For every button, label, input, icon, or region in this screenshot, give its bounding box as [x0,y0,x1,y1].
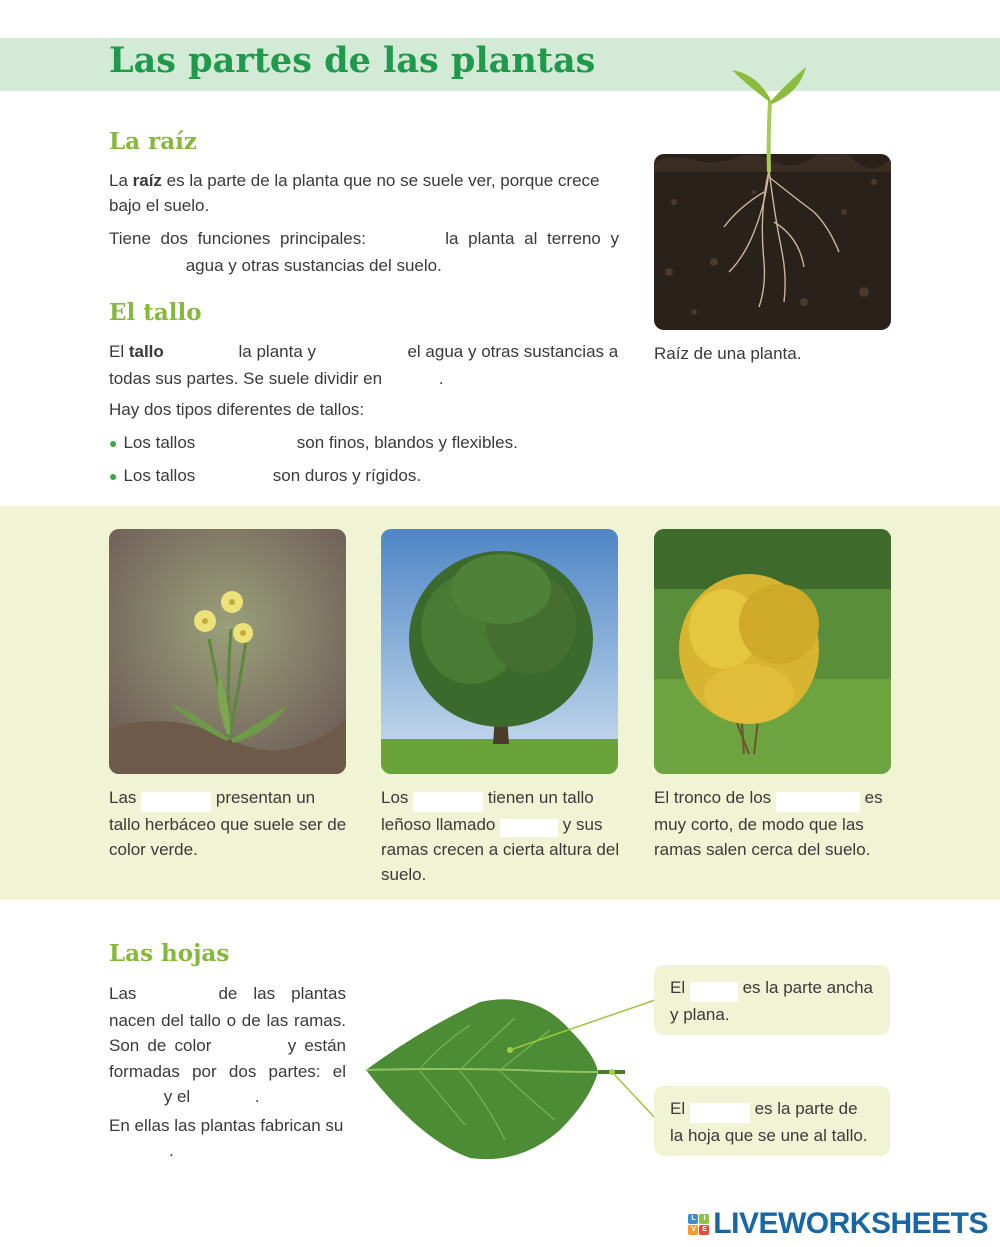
callout-text: El [670,978,690,997]
tallo-paragraph-1 [109,339,619,392]
callout-limbo [654,965,890,1035]
callout-text: es la parte de la hoja que se une al tallo. [670,1099,868,1145]
callout-limbo-text [654,965,890,1037]
section-heading-raiz: La raíz [109,128,197,155]
shrub-caption-text: es muy corto, de modo que las ramas salen cerca del suelo. [654,788,883,859]
tallo-blank-2[interactable] [321,346,403,366]
logo-tile: L [688,1214,698,1224]
hojas-text: de las plantas nacen del tallo o de las ramas. Son de color [109,984,346,1055]
raiz-paragraph-2 [109,226,619,279]
root-photo-caption: Raíz de una planta. [654,344,802,363]
logo-tiles-icon [688,1214,709,1235]
herb-caption-text: Las [109,788,142,807]
hojas-text: Las [109,984,153,1003]
tree-photo [381,529,618,774]
tree-caption-text: y sus ramas crecen a cierta altura del suelo. [381,814,620,884]
section-heading-tallo: El tallo [109,299,202,326]
callout-peciolo-text [654,1086,890,1158]
tree-blank-1[interactable] [413,792,483,812]
herb-caption-text: presentan un tallo herbáceo que suele ser de color verde. [109,788,347,859]
hojas-blank-2[interactable] [220,1039,280,1059]
hojas-blank-1[interactable] [152,988,202,1008]
tree-caption-text: tienen un tallo leñoso llamado [381,788,594,834]
hojas-text: y el [159,1087,195,1106]
herb-photo [109,529,346,774]
tallo-blank-3[interactable] [387,372,439,392]
logo-tile: E [699,1225,709,1235]
hojas-text: y están formadas por dos partes: el [109,1035,346,1081]
raiz-text: la planta al terreno y [435,229,619,248]
tallo-bullet-blank-1[interactable] [200,437,292,457]
raiz-paragraph-1 [109,168,619,218]
raiz-text: agua y otras sustancias del suelo. [181,255,442,275]
herb-blank[interactable] [141,792,211,812]
herb-caption [109,785,349,862]
hojas-blank-4[interactable] [195,1091,255,1111]
shrub-photo [654,529,891,774]
hojas-text: En ellas las plantas fabrican su [109,1116,344,1135]
tallo-text: . [438,368,444,388]
tallo-blank-1[interactable] [164,346,234,366]
tallo-paragraph-2: Hay dos tipos diferentes de tallos: [109,400,365,419]
leaf-pointer-lines [505,990,665,1130]
callout-blank-2[interactable] [690,1103,750,1123]
tallo-bullet-2 [109,463,421,490]
shrub-blank[interactable] [776,792,860,812]
section-heading-hojas: Las hojas [109,940,230,967]
bullet-dot-icon: ● [109,468,118,484]
tallo-bullet-text: Los tallos [123,466,201,485]
tallo-bullet-text: son finos, blandos y flexibles. [292,433,518,452]
hojas-blank-3[interactable] [109,1091,159,1111]
tallo-text: el agua y otras sustancias a todas sus partes. Se suele dividir en [109,342,619,388]
liveworksheets-logo [688,1207,988,1241]
logo-text: LIVEWORKSHEETS [713,1207,988,1240]
raiz-text: La [109,171,133,190]
tallo-bullet-1 [109,430,518,457]
tallo-bullet-blank-2[interactable] [200,470,268,490]
tallo-text: El [109,342,129,361]
hojas-text: . [254,1087,260,1106]
tallo-bold-term: tallo [128,342,164,361]
raiz-text: Tiene dos funciones principales: [109,229,376,248]
tallo-bullet-text: Los tallos [123,433,201,452]
bullet-dot-icon: ● [109,435,118,451]
callout-blank-1[interactable] [690,982,738,1002]
logo-tile: V [688,1225,698,1235]
raiz-text: es la parte de la planta que no se suele ver, porque crece bajo el suelo. [109,171,600,215]
hojas-text: . [169,1141,174,1160]
shrub-caption-text: El tronco de los [654,788,776,807]
tallo-text: la planta y [233,342,321,361]
logo-tile: I [699,1214,709,1224]
raiz-blank-2[interactable] [109,259,181,279]
callout-text: El [670,1099,690,1118]
hojas-paragraph-2 [109,1113,346,1165]
callout-peciolo [654,1086,890,1156]
callout-text: es la parte ancha y plana. [670,978,873,1024]
hojas-blank-5[interactable] [109,1145,169,1165]
tree-caption [381,785,621,887]
tree-caption-text: Los [381,788,414,807]
raiz-bold-term: raíz [132,171,162,190]
tallo-bullet-text: son duros y rígidos. [268,466,422,485]
tree-blank-2[interactable] [500,819,558,837]
root-photo [654,62,891,332]
raiz-blank-1[interactable] [376,233,436,253]
hojas-paragraph-1 [109,981,346,1111]
shrub-caption [654,785,894,862]
page-title: Las partes de las plantas [109,40,596,81]
